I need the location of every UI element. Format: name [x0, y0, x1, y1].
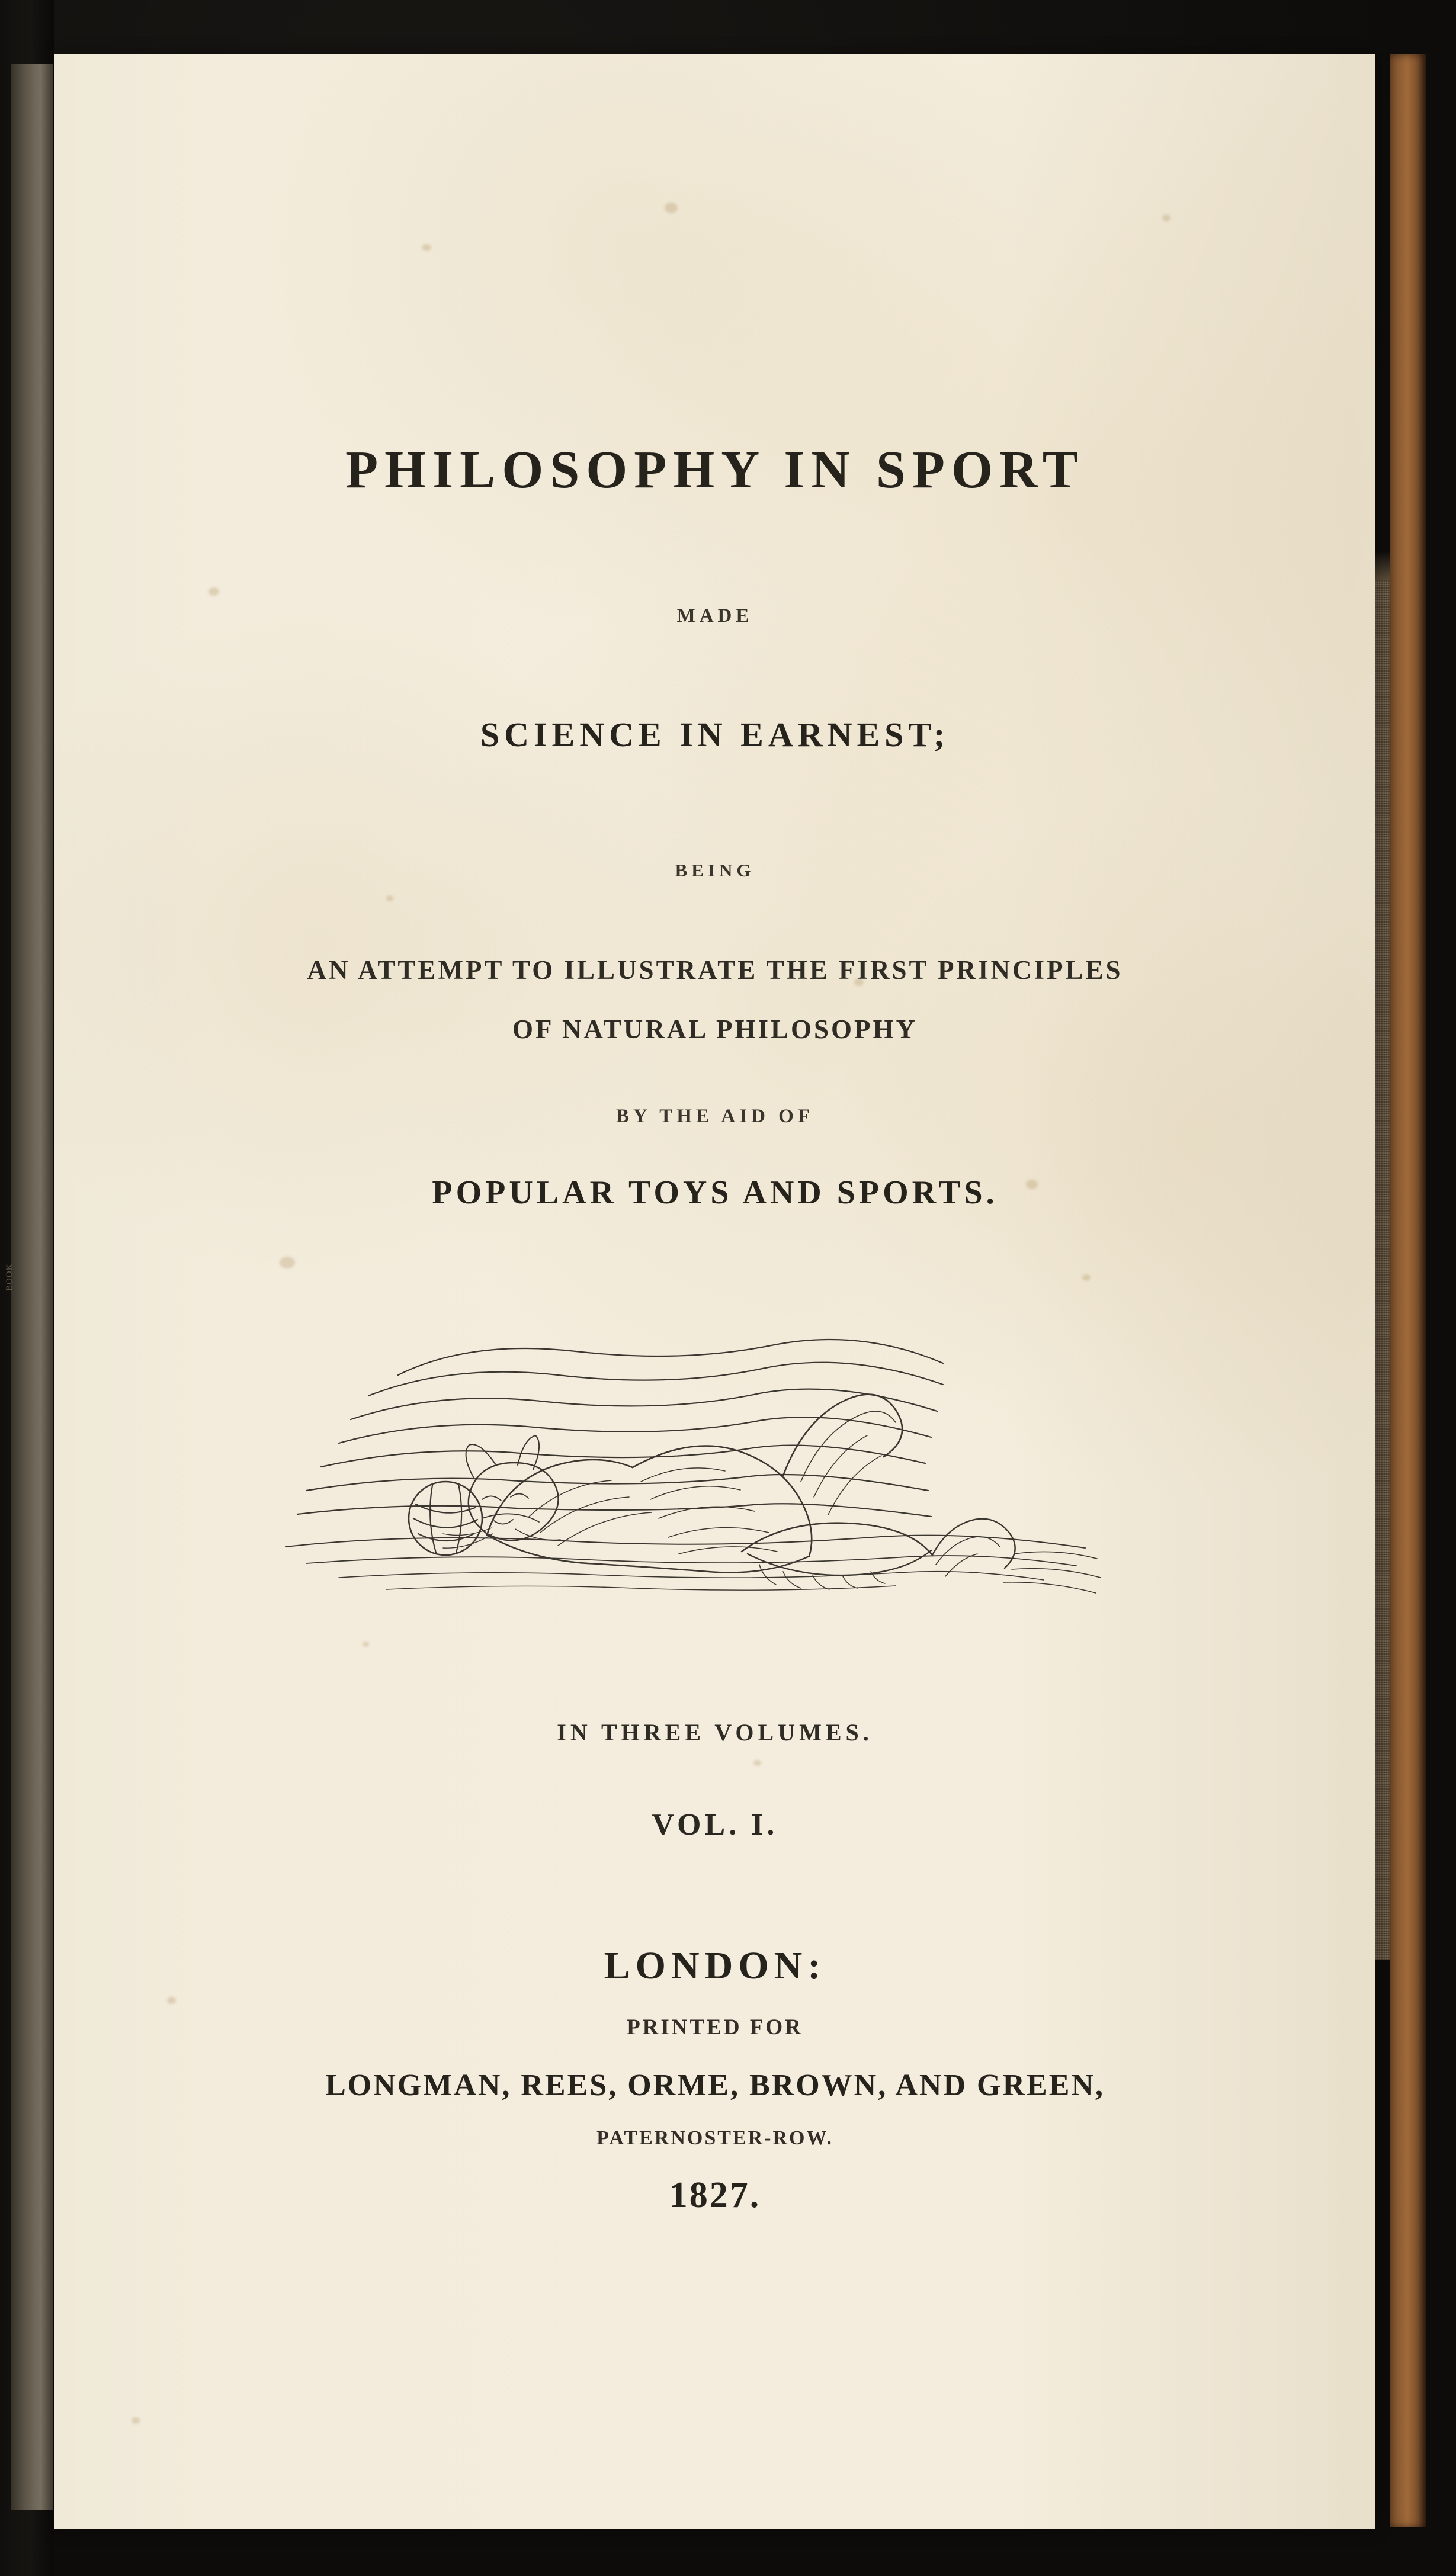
vignette-illustration — [250, 1286, 1138, 1618]
title-page-typeblock — [54, 54, 1375, 2529]
description-line-1: AN ATTEMPT TO ILLUSTRATE THE FIRST PRINCIPLES — [307, 955, 1123, 985]
printed-for-label: PRINTED FOR — [627, 2015, 803, 2039]
facing-page-edge — [11, 64, 53, 2510]
volumes-statement: IN THREE VOLUMES. — [557, 1719, 873, 1746]
made-label: MADE — [676, 605, 753, 627]
facing-page-edge-text: BOOK — [5, 1263, 14, 1291]
publisher-street: PATERNOSTER-ROW. — [596, 2127, 833, 2149]
book-cover-board — [1390, 54, 1426, 2527]
volume-number: VOL. I. — [652, 1808, 778, 1842]
being-label: BEING — [675, 860, 755, 881]
page-subtitle: SCIENCE IN EARNEST; — [480, 715, 950, 754]
page-title: PHILOSOPHY IN SPORT — [345, 441, 1085, 499]
imprint-city: LONDON: — [604, 1944, 826, 1987]
publisher-name: LONGMAN, REES, ORME, BROWN, AND GREEN, — [325, 2068, 1105, 2102]
means-line: POPULAR TOYS AND SPORTS. — [432, 1174, 998, 1211]
publication-year: 1827. — [669, 2175, 761, 2215]
by-aid-of-label: BY THE AID OF — [616, 1106, 814, 1127]
description-line-2: OF NATURAL PHILOSOPHY — [512, 1014, 918, 1044]
cat-and-ball-engraving-icon — [250, 1286, 1138, 1618]
title-page-leaf — [54, 54, 1375, 2529]
